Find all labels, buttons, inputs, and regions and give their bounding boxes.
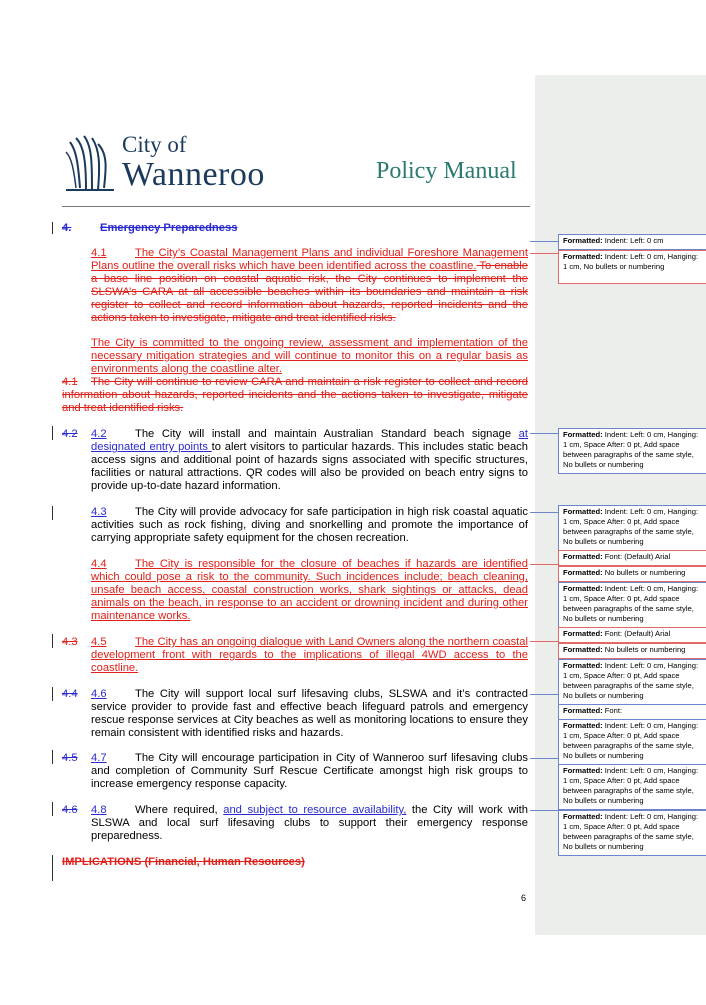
balloon-connector bbox=[530, 433, 558, 434]
paragraph-4-3: 4.3 The City will provide advocacy for safe participation in high risk coastal aquatic activities such as rock fishing, diving and snorkelling and promote the importance of carrying appropriate safety equipment for the chosen recreation. bbox=[91, 506, 528, 544]
format-balloon[interactable]: Formatted: Indent: Left: 0 cm, Hanging: 1 cm, Space After: 0 pt, Add space between paragraphs of the same style, No bullets or numbering bbox=[558, 719, 706, 765]
format-balloon[interactable]: Formatted: Indent: Left: 0 cm bbox=[558, 234, 706, 250]
format-balloon[interactable]: Formatted: Indent: Left: 0 cm, Hanging: 1 cm, Space After: 0 pt, Add space between paragraphs of the same style, No bullets or numbering bbox=[558, 659, 706, 705]
paragraph-4-5: 4.3 4.5 The City has an ongoing dialogue with Land Owners along the northern coastal development front with regards to the implications of illegal 4WD access to the coastline. bbox=[62, 636, 528, 674]
balloon-connector bbox=[530, 641, 558, 642]
paragraph-4-1: 4.1 The City’s Coastal Management Plans and individual Foreshore Management Plans outline the overall risks which have been identified across the coastline. To enable a base line position on coastal aquatic risk, the City continues to implement the SLSWA’s CARA at all accessible beaches within its boundaries and maintain a risk register to collect and record information about hazards, reported incidents and the actions taken to investigate, mitigate and treat identified risks. bbox=[91, 247, 528, 324]
balloon-connector bbox=[530, 758, 558, 759]
change-bar bbox=[52, 426, 53, 440]
format-balloon[interactable]: Formatted: Indent: Left: 0 cm, Hanging: 1 cm, Space After: 0 pt, Add space between paragraphs of the same style, No bullets or numbering bbox=[558, 428, 706, 474]
manual-title: Policy Manual bbox=[376, 158, 517, 184]
change-bar bbox=[52, 506, 53, 520]
section-heading: 4. Emergency Preparedness bbox=[62, 222, 238, 234]
balloon-connector bbox=[530, 564, 558, 565]
logo-name-text: Wanneroo bbox=[122, 156, 265, 193]
paragraph-4-6: 4.4 4.6 The City will support local surf lifesaving clubs, SLSWA and it’s contracted service provider to provide fast and effective beach lifeguard patrols and emergency rescue response services at City beaches as well as monitoring locations to ensure they remain consistent with identified risks and hazards. bbox=[62, 688, 528, 739]
format-balloon[interactable]: Formatted: Indent: Left: 0 cm, Hanging: 1 cm, No bullets or numbering bbox=[558, 250, 706, 284]
format-balloon[interactable]: Formatted: No bullets or numbering bbox=[558, 566, 706, 582]
page-number: 6 bbox=[521, 893, 527, 903]
format-balloon[interactable]: Formatted: Font: (Default) Arial bbox=[558, 627, 706, 643]
change-bar bbox=[52, 855, 53, 881]
format-balloon[interactable]: Formatted: Font: bbox=[558, 704, 706, 720]
paragraph-old-4-1: 4.1 The City will continue to review CARA and maintain a risk register to collect and record information about hazards, reported incidents and the actions taken to investigate, mitigate and treat identified risks. bbox=[62, 376, 528, 414]
paragraph-4-2: 4.2 4.2 The City will install and maintain Australian Standard beach signage at designated entry points to alert visitors to particular hazards. This includes static beach access signs and additional point of hazards signs associated with specific structures, facilities or natural attractions. QR codes will also be provided on beach entry signs to provide up-to-date hazard information. bbox=[62, 428, 528, 492]
logo-city-text: City of bbox=[122, 132, 187, 157]
format-balloon[interactable]: Formatted: No bullets or numbering bbox=[558, 643, 706, 659]
format-balloon[interactable]: Formatted: Indent: Left: 0 cm, Hanging: 1 cm, Space After: 0 pt, Add space between paragraphs of the same style, No bullets or numbering bbox=[558, 582, 706, 628]
change-bar bbox=[52, 222, 53, 234]
format-balloon[interactable]: Formatted: Indent: Left: 0 cm, Hanging: 1 cm, Space After: 0 pt, Add space between paragraphs of the same style, No bullets or numbering bbox=[558, 764, 706, 810]
paragraph-4-8: 4.6 4.8 Where required, and subject to resource availability, the City will work with SLSWA and local surf lifesaving clubs to support their emergency response preparedness. bbox=[62, 804, 528, 842]
change-bar bbox=[52, 750, 53, 764]
balloon-connector bbox=[530, 512, 558, 513]
change-bar bbox=[52, 802, 53, 816]
balloon-connector bbox=[530, 253, 558, 254]
format-balloon[interactable]: Formatted: Font: (Default) Arial bbox=[558, 550, 706, 566]
balloon-connector bbox=[530, 694, 558, 695]
balloon-connector bbox=[530, 241, 558, 242]
city-logo-icon bbox=[62, 132, 122, 194]
implications-heading: IMPLICATIONS (Financial, Human Resources) bbox=[62, 856, 305, 868]
paragraph-4-1-continued: The City is committed to the ongoing review, assessment and implementation of the necessary mitigation strategies and will continue to monitor this on a regular basis as environments along the coastline alter. bbox=[91, 337, 528, 375]
header-rule bbox=[62, 206, 530, 207]
format-balloon[interactable]: Formatted: Indent: Left: 0 cm, Hanging: 1 cm, Space After: 0 pt, Add space between paragraphs of the same style, No bullets or numbering bbox=[558, 505, 706, 551]
balloon-connector bbox=[530, 810, 558, 811]
paragraph-4-7: 4.5 4.7 The City will encourage participation in City of Wanneroo surf lifesaving clubs and completion of Community Surf Rescue Certificate amongst high risk groups to increase emergency response capacity. bbox=[62, 752, 528, 790]
change-bar bbox=[52, 687, 53, 701]
format-balloon[interactable]: Formatted: Indent: Left: 0 cm, Hanging: 1 cm, Space After: 0 pt, Add space between paragraphs of the same style, No bullets or numbering bbox=[558, 810, 706, 856]
change-bar bbox=[52, 634, 53, 648]
paragraph-4-4: 4.4 The City is responsible for the closure of beaches if hazards are identified which could pose a risk to the community. Such incidences include; beach cleaning, unsafe beach access, coastal construction works, shark sightings or attacks, dead animals on the beach, in response to an accident or drowning incident and during other maintenance works. bbox=[91, 558, 528, 622]
